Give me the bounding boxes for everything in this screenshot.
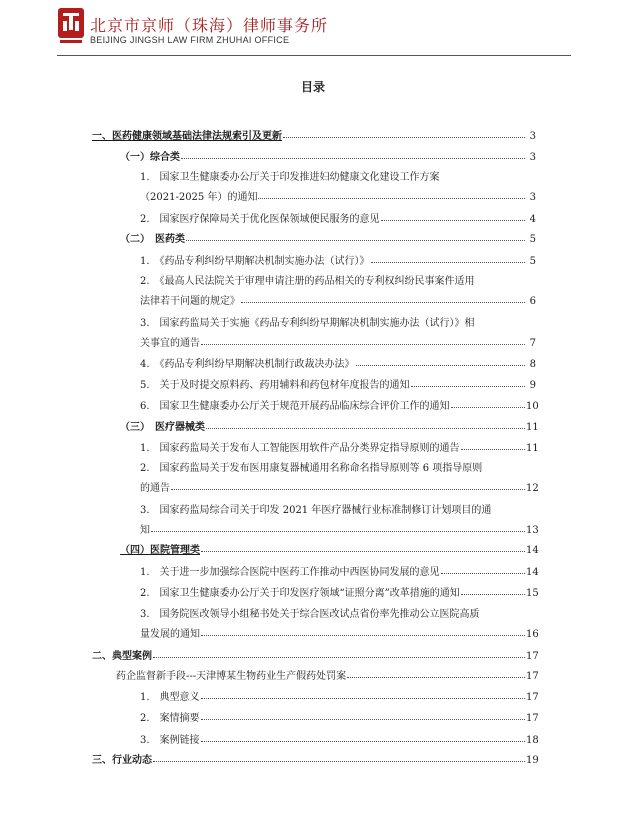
toc-entry[interactable]	[140, 354, 536, 370]
toc-page-number: 16	[526, 629, 539, 640]
toc-entry[interactable]	[140, 251, 536, 267]
toc-entry-text: 2. 国家医疗保障局关于优化医保领域便民服务的意见	[140, 214, 380, 225]
toc-entry-text: 2. 案情摘要	[140, 713, 200, 724]
toc-page-number: 14	[526, 567, 539, 578]
toc-page-number: 15	[526, 588, 539, 599]
toc-entry[interactable]	[92, 646, 539, 662]
firm-name-en: BEIJING JINGSH LAW FIRM ZHUHAI OFFICE	[90, 35, 290, 45]
toc-entry-text: 1. 关于进一步加强综合医院中医药工作推动中西医协同发展的意见	[140, 567, 440, 578]
toc-page-number: 5	[529, 234, 536, 245]
toc-entry-text: 3. 案例链接	[140, 735, 200, 746]
toc-entry[interactable]	[140, 396, 539, 412]
toc-entry-text: 法律若干问题的规定》	[140, 296, 240, 307]
toc-page-number: 11	[526, 422, 539, 433]
toc-leader-dots	[258, 198, 525, 199]
toc-leader-dots	[153, 657, 525, 658]
toc-entry-text: （2021-2025 年）的通知	[140, 192, 258, 203]
toc-entry[interactable]	[140, 604, 536, 620]
toc-entry[interactable]	[140, 167, 536, 183]
toc-page-number: 3	[529, 192, 536, 203]
firm-name-cn: 北京市京师（珠海）律师事务所	[90, 16, 329, 35]
toc-page-number: 17	[526, 651, 539, 662]
toc-entry[interactable]	[140, 687, 539, 703]
toc-page-number: 14	[526, 545, 539, 556]
toc-entry[interactable]	[140, 458, 536, 474]
toc-entry-text: 1. 国家药监局关于发布人工智能医用软件产品分类界定指导原则的通告	[140, 443, 460, 454]
toc-entry[interactable]	[120, 540, 539, 556]
toc-entry[interactable]	[140, 624, 539, 640]
toc-entry-text: 一、医药健康领域基础法律法规索引及更新	[92, 131, 282, 142]
toc-leader-dots	[441, 573, 525, 574]
toc-leader-dots	[461, 594, 525, 595]
toc-entry[interactable]	[140, 438, 539, 454]
toc-entry[interactable]	[140, 500, 536, 516]
toc-entry[interactable]	[116, 666, 539, 682]
toc-entry[interactable]	[92, 750, 539, 766]
toc-page-number: 5	[529, 256, 536, 267]
toc-entry-text: 3. 国家药监局关于实施《药品专利纠纷早期解决机制实施办法（试行）》相	[140, 318, 475, 329]
toc-entry[interactable]	[140, 520, 539, 536]
toc-page-number: 11	[526, 443, 539, 454]
toc-page-number: 9	[529, 380, 536, 391]
toc-entry-text: 1. 国家卫生健康委办公厅关于印发推进妇幼健康文化建设工作方案	[140, 172, 440, 183]
toc-leader-dots	[171, 489, 525, 490]
toc-page-number: 12	[526, 483, 539, 494]
toc-leader-dots	[186, 240, 525, 241]
toc-entry-text: 5. 关于及时提交原料药、药用辅料和药包材年度报告的通知	[140, 380, 410, 391]
toc-leader-dots	[201, 719, 525, 720]
toc-entry[interactable]	[140, 313, 536, 329]
toc-entry[interactable]	[140, 708, 539, 724]
toc-entry-text: 量发展的通知	[140, 629, 200, 640]
toc-entry[interactable]	[140, 333, 536, 349]
toc-page-number: 17	[526, 713, 539, 724]
toc-leader-dots	[451, 407, 525, 408]
toc-leader-dots	[181, 158, 525, 159]
toc-entry-text: 药企监督新手段---天津博某生物药业生产假药处罚案	[116, 671, 347, 682]
toc-entry-text: （三） 医疗器械类	[120, 422, 205, 433]
toc-entry-text: （四）医院管理类	[120, 545, 200, 556]
toc-leader-dots	[461, 449, 525, 450]
toc-leader-dots	[201, 344, 525, 345]
toc-page-number: 3	[529, 131, 536, 142]
toc-entry-text: 3. 国务院医改领导小组秘书处关于综合医改试点省份率先推动公立医院高质	[140, 609, 480, 620]
toc-leader-dots	[201, 741, 525, 742]
toc-leader-dots	[371, 262, 525, 263]
toc-entry[interactable]	[140, 187, 536, 203]
toc-entry-text: 关事宜的通告	[140, 338, 200, 349]
toc-leader-dots	[151, 531, 525, 532]
toc-entry-text: 三、行业动态	[92, 755, 152, 766]
toc-entry[interactable]	[140, 478, 539, 494]
toc-entry-text: 二、典型案例	[92, 651, 152, 662]
toc-leader-dots	[153, 761, 525, 762]
toc-entry-text: 1. 《药品专利纠纷早期解决机制实施办法（试行）》	[140, 256, 370, 267]
toc-entry[interactable]	[140, 209, 536, 225]
toc-page-number: 6	[529, 296, 536, 307]
toc-entry-text: （一）综合类	[120, 152, 180, 163]
toc-page-number: 13	[526, 525, 539, 536]
header-divider	[57, 55, 571, 56]
toc-leader-dots	[201, 635, 525, 636]
toc-entry[interactable]	[140, 583, 539, 599]
toc-title: 目录	[300, 80, 325, 94]
toc-entry[interactable]	[140, 375, 536, 391]
toc-entry-text: 2. 国家药监局关于发布医用康复器械通用名称命名指导原则等 6 项指导原则	[140, 463, 483, 474]
toc-page-number: 17	[526, 692, 539, 703]
toc-leader-dots	[381, 220, 525, 221]
toc-entry-text: 3. 国家药监局综合司关于印发 2021 年医疗器械行业标准制修订计划项目的通	[140, 505, 492, 516]
toc-entry-text: 4. 《药品专利纠纷早期解决机制行政裁决办法》	[140, 359, 355, 370]
toc-page-number: 19	[526, 755, 539, 766]
toc-page-number: 8	[529, 359, 536, 370]
toc-leader-dots	[347, 677, 525, 678]
toc-leader-dots	[411, 386, 525, 387]
toc-entry[interactable]	[140, 562, 539, 578]
toc-page-number: 4	[529, 214, 536, 225]
toc-entry[interactable]	[120, 417, 539, 433]
toc-entry-text: 1. 典型意义	[140, 692, 200, 703]
toc-entry-text: 的通告	[140, 483, 170, 494]
toc-entry-text: 2. 国家卫生健康委办公厅关于印发医疗领域“证照分离”改革措施的通知	[140, 588, 460, 599]
toc-page-number: 18	[526, 735, 539, 746]
toc-page-number: 10	[526, 401, 539, 412]
toc-leader-dots	[206, 428, 525, 429]
toc-page-number: 17	[526, 671, 539, 682]
toc-entry-text: 6. 国家卫生健康委办公厅关于规范开展药品临床综合评价工作的通知	[140, 401, 450, 412]
letterhead	[57, 7, 577, 51]
toc-leader-dots	[201, 551, 525, 552]
toc-entry[interactable]	[120, 147, 536, 163]
toc-leader-dots	[201, 698, 525, 699]
toc-entry-text: 知	[140, 525, 150, 536]
toc-entry[interactable]	[140, 271, 536, 287]
toc-entry[interactable]	[140, 730, 539, 746]
toc-leader-dots	[356, 365, 525, 366]
toc-entry[interactable]	[120, 229, 536, 245]
toc-leader-dots	[283, 137, 525, 138]
toc-page-number: 3	[529, 152, 536, 163]
toc-entry[interactable]	[140, 291, 536, 307]
firm-logo	[57, 7, 85, 45]
toc-page-number: 7	[529, 338, 536, 349]
toc-entry-text: （二） 医药类	[120, 234, 185, 245]
toc-leader-dots	[241, 302, 525, 303]
toc-entry[interactable]	[92, 126, 536, 142]
toc-entry-text: 2. 《最高人民法院关于审理申请注册的药品相关的专利权纠纷民事案件适用	[140, 276, 475, 287]
